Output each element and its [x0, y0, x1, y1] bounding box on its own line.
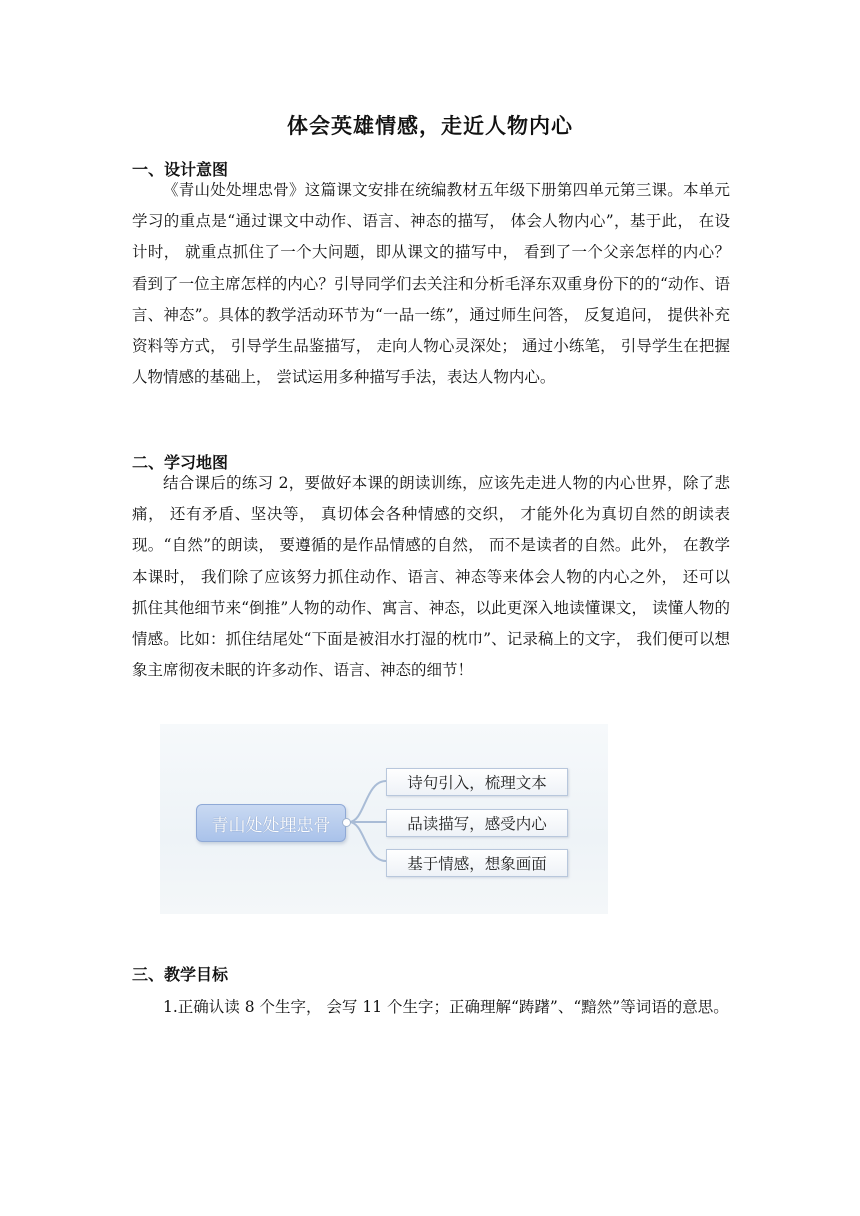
section-paragraph-teaching-goals: 1.正确认读 8 个生字， 会写 11 个生字；正确理解“踌躇”、“黯然”等词语的意思。 — [163, 998, 729, 1016]
section-heading-design-intent: 一、设计意图 — [132, 160, 229, 179]
connector-branch-3 — [349, 822, 386, 861]
connector-branch-1 — [349, 781, 386, 822]
section-heading-teaching-goals: 三、教学目标 — [132, 965, 229, 984]
mind-map-diagram — [160, 724, 608, 914]
mind-map-branch-1: 诗句引入，梳理文本 — [386, 768, 568, 796]
mind-map-branch-2: 品读描写，感受内心 — [386, 809, 568, 837]
mind-map-branch-3: 基于情感，想象画面 — [386, 849, 568, 877]
section-paragraph-design-intent: 《青山处处埋忠骨》这篇课文安排在统编教材五年级下册第四单元第三课。本单元学习的重点是“通过课文中动作、语言、神态的描写， 体会人物内心”，基于此， 在设计时， 就重点抓住了一个大问题，即从课文的描写中， 看到了一个父亲怎样的内心？看到了一位主席怎样的内心？引导同学们去关注和分析毛泽东双重身份下的的“动作、语言、神态”。具体的教学活动环节为“一品一练”，通过师生问答， 反复追问， 提供补充资料等方式， 引导学生品鉴描写， 走向人物心灵深处； 通过小练笔， 引导学生在把握人物情感的基础上， 尝试运用多种描写手法，表达人物内心。 — [132, 181, 730, 387]
section-paragraph-learning-map: 结合课后的练习 2，要做好本课的朗读训练，应该先走进人物的内心世界，除了悲痛， 还有矛盾、坚决等， 真切体会各种情感的交织， 才能外化为真切自然的朗读表现。“自然”的朗读， 要遵循的是作品情感的自然， 而不是读者的自然。此外， 在教学本课时， 我们除了应该努力抓住动作、语言、神态等来体会人物的内心之外， 还可以抓住其他细节来“倒推”人物的动作、寓言、神态，以此更深入地读懂课文， 读懂人物的情感。比如：抓住结尾处“下面是被泪水打湿的枕巾”、记录稿上的文字， 我们便可以想象主席彻夜未眠的许多动作、语言、神态的细节！ — [132, 474, 730, 680]
mind-map-root-node: 青山处处埋忠骨 — [196, 804, 346, 842]
mind-map-collapse-dot — [342, 818, 351, 827]
document-title: 体会英雄情感，走近人物内心 — [287, 114, 573, 138]
section-heading-learning-map: 二、学习地图 — [132, 453, 229, 472]
